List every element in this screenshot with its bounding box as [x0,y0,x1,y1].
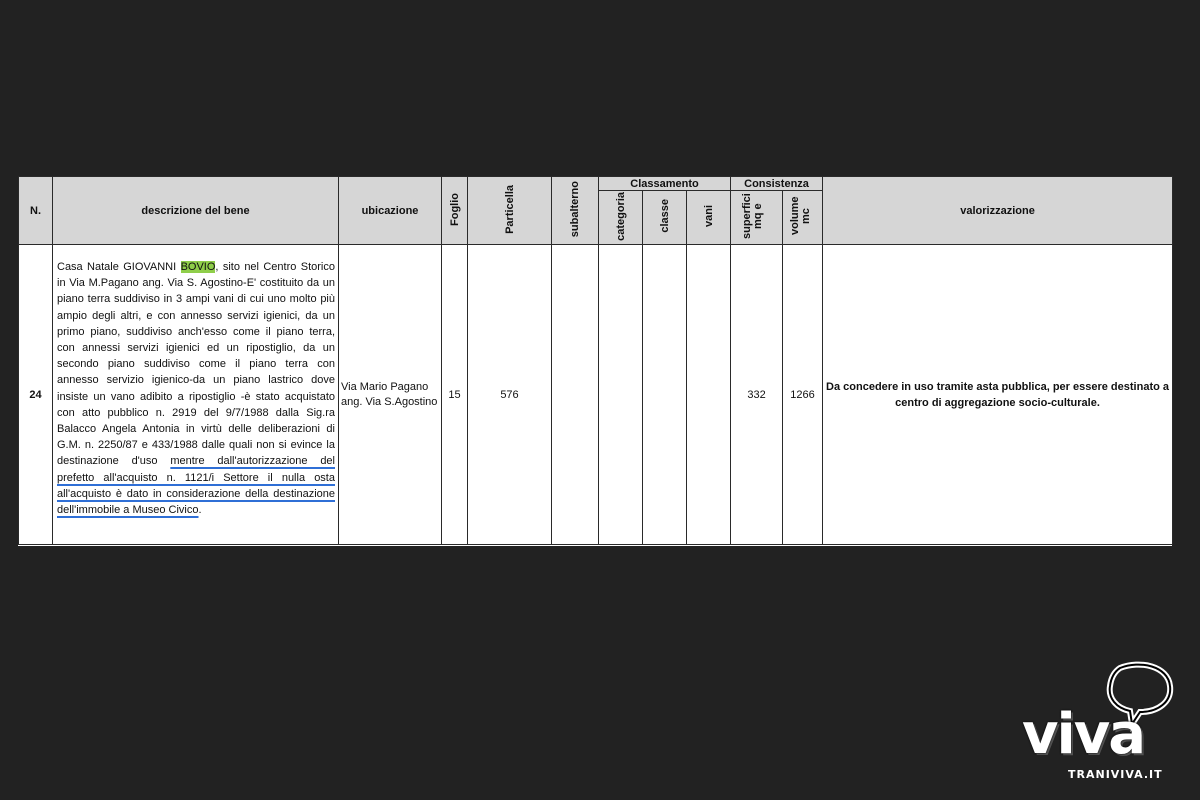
cell-ubicazione: Via Mario Pagano ang. Via S.Agostino [339,245,442,545]
header-particella-label: Particella [503,184,516,234]
header-categoria [599,191,643,245]
cell-n: 24 [19,245,53,545]
cell-superficie: 332 [731,245,783,545]
header-vani-label: vani [702,204,715,227]
underlined-passage: mentre dall'autorizzazione del prefetto all'acquisto n. 1121/i Settore il nulla osta all'acquisto è dato in considerazione della destinazione dell'immobile a Museo Civico [57,455,335,517]
highlighted-name: BOVIO [180,261,216,273]
site-url: TRANIVIVA.IT [1068,768,1163,781]
header-classamento: Classamento [599,177,731,191]
viva-logo-text: viva [1022,702,1144,767]
table-row [19,245,1173,545]
header-volume-label: volume mc [788,196,812,236]
header-consistenza: Consistenza [731,177,823,191]
header-volume [783,191,823,245]
header-subalterno-label: subalterno [569,180,581,238]
valorizzazione-text: Da concedere in uso tramite asta pubblica, per essere destinato a centro di aggregazione socio-culturale. [826,380,1170,409]
cell-valorizzazione [823,245,1173,545]
header-categoria-label: categoria [614,191,627,241]
cell-categoria [599,245,643,545]
header-classe [643,191,687,245]
description-text-end: . [198,504,202,517]
description-text-start: Casa Natale GIOVANNI [57,261,181,273]
header-foglio [442,177,468,245]
header-foglio-label: Foglio [448,192,461,226]
header-superficie-label: superfici mq e [740,193,764,239]
header-superficie [731,191,783,245]
document-table-sheet [18,176,1172,546]
header-descrizione: descrizione del bene [53,177,339,245]
header-n: N. [19,177,53,245]
header-valorizzazione: valorizzazione [823,177,1173,245]
header-ubicazione: ubicazione [339,177,442,245]
viva-watermark-logo [1022,656,1178,786]
cell-vani [687,245,731,545]
beni-immobili-table [18,176,1173,545]
header-particella [468,177,552,245]
header-classe-label: classe [658,199,671,233]
cell-foglio: 15 [442,245,468,545]
cell-descrizione [53,245,339,545]
cell-volume: 1266 [783,245,823,545]
header-vani [687,191,731,245]
header-subalterno [552,177,599,245]
description-text-middle: , sito nel Centro Storico in Via M.Pagano ang. Via S. Agostino-E' costituito da un piano terra suddiviso in 3 ampi vani di cui uno molto più ampio degli altri, e con annesso servizi igienici, da un primo piano, suddiviso anch'esso come il piano terra, con annessi servizi igienici ed un ripostiglio, da un secondo piano suddiviso come il piano terra con annesso servizio igienico-da un piano lastrico dove insiste un vano adibito a ripostiglio -è stato acquistato con atto pubblico n. 2919 del 9/7/1988 dalla Sig.ra Balacco Angela Antonia in virtù delle deliberazioni di G.M. n. 2250/87 e 433/1988 dalle quali non si evince la destinazione d'uso [57,261,335,468]
cell-particella: 576 [468,245,552,545]
cell-classe [643,245,687,545]
description-paragraph [57,259,335,518]
cell-subalterno [552,245,599,545]
